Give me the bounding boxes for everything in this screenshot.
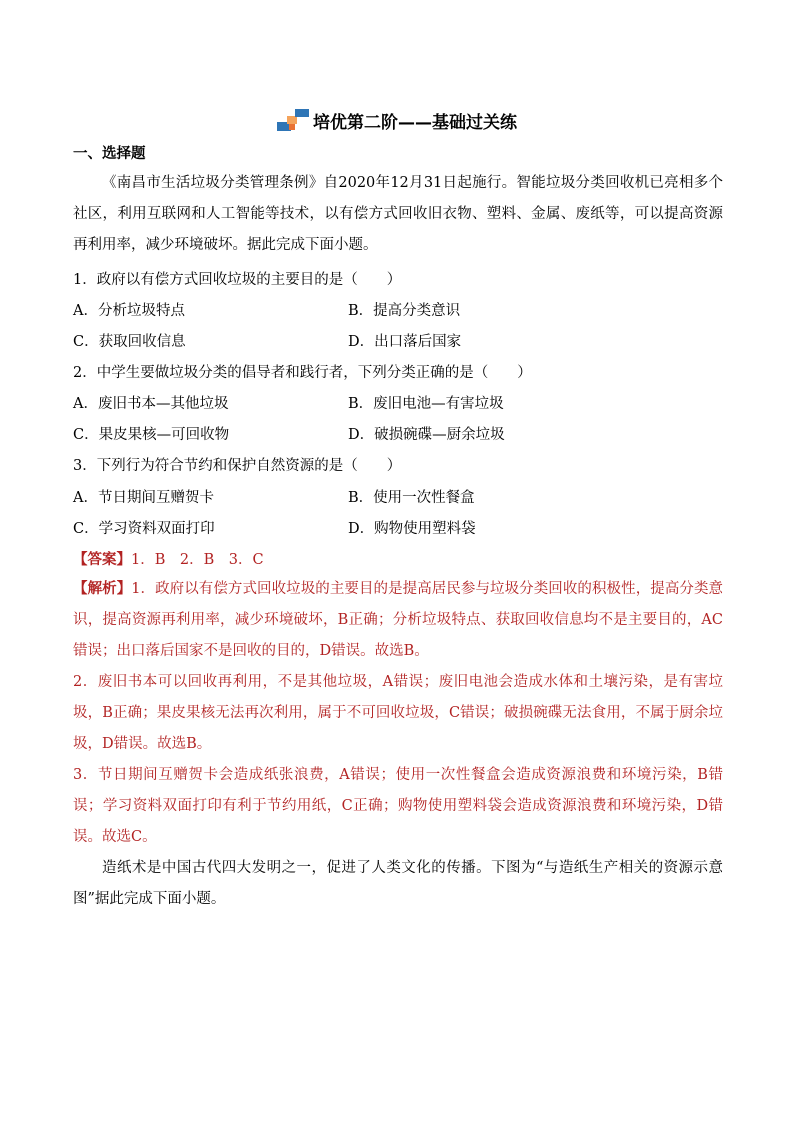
question-3-option-b: B．使用一次性餐盒 xyxy=(348,490,475,506)
question-2-option-b: B．废旧电池—有害垃圾 xyxy=(348,396,504,412)
question-1-option-c: C．获取回收信息 xyxy=(73,334,186,350)
next-intro-paragraph: 造纸术是中国古代四大发明之一，促进了人类文化的传播。下图为“与造纸生产相关的资源示意图”据此完成下面小题。 xyxy=(73,860,723,907)
question-2-option-a: A．废旧书本—其他垃圾 xyxy=(73,396,229,412)
question-2-stem: 2．中学生要做垃圾分类的倡导者和践行者，下列分类正确的是（ ） xyxy=(73,365,532,381)
question-3-option-c: C．学习资料双面打印 xyxy=(73,521,215,537)
analysis-paragraph-2: 2．废旧书本可以回收再利用，不是其他垃圾，A错误；废旧电池会造成水体和土壤污染，是有害垃圾，B正确；果皮果核无法再次利用，属于不可回收垃圾，C错误；破损碗碟无法食用，不属于厨余垃圾，D错误。故选B。 xyxy=(73,674,723,752)
answer-label: 【答案】 xyxy=(73,551,131,568)
answer-text: 1．B 2．B 3．C xyxy=(131,552,264,568)
analysis-text-1: 1．政府以有偿方式回收垃圾的主要目的是提高居民参与垃圾分类回收的积极性，提高分类意识，提高资源再利用率，减少环境破坏，B正确；分析垃圾特点、获取回收信息均不是主要目的，AC错误；出口落后国家不是回收的目的，D错误。故选B。 xyxy=(73,581,724,659)
analysis-paragraph-1 xyxy=(73,573,723,667)
section-title: 一、选择题 xyxy=(73,146,146,162)
answer-line xyxy=(73,548,264,569)
header xyxy=(0,104,794,136)
stacked-blocks-icon xyxy=(277,108,311,132)
analysis-label: 【解析】 xyxy=(73,580,132,597)
question-1-stem: 1．政府以有偿方式回收垃圾的主要目的是（ ） xyxy=(73,272,402,288)
intro-paragraph: 《南昌市生活垃圾分类管理条例》自2020年12月31日起施行。智能垃圾分类回收机已亮相多个社区，利用互联网和人工智能等技术，以有偿方式回收旧衣物、塑料、金属、废纸等，可以提高资源再利用率，减少环境破坏。据此完成下面小题。 xyxy=(73,175,723,253)
question-1-option-a: A．分析垃圾特点 xyxy=(73,303,185,319)
page-title: 培优第二阶——基础过关练 xyxy=(313,112,517,133)
question-3-option-a: A．节日期间互赠贺卡 xyxy=(73,490,214,506)
question-2-option-d: D．破损碗碟—厨余垃圾 xyxy=(348,427,505,443)
question-3-option-d: D．购物使用塑料袋 xyxy=(348,521,476,537)
question-3-stem: 3．下列行为符合节约和保护自然资源的是（ ） xyxy=(73,458,402,474)
question-1-option-b: B．提高分类意识 xyxy=(348,303,461,319)
question-1-option-d: D．出口落后国家 xyxy=(348,334,462,350)
analysis-paragraph-3: 3．节日期间互赠贺卡会造成纸张浪费，A错误；使用一次性餐盒会造成资源浪费和环境污染，B错误；学习资料双面打印有利于节约用纸，C正确；购物使用塑料袋会造成资源浪费和环境污染，D错误。故选C。 xyxy=(73,767,723,845)
question-2-option-c: C．果皮果核—可回收物 xyxy=(73,427,230,443)
